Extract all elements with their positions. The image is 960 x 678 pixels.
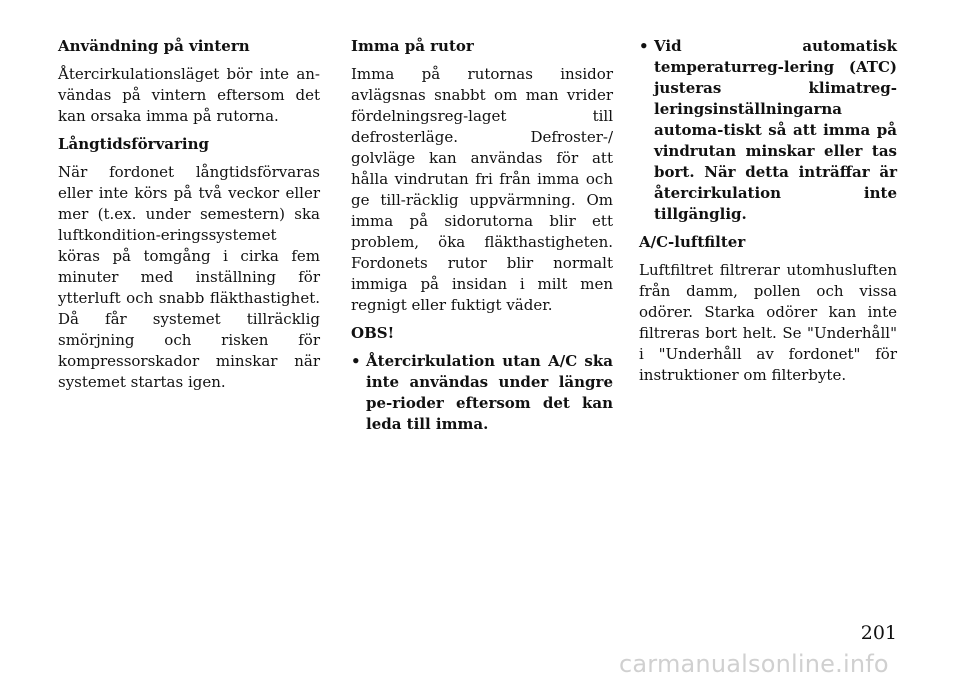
long-term-storage-text: När fordonet långtidsförvaras eller inte körs på två veckor eller mer (t.ex. under semestern) ska luftkondition-eringssystemet köras på tomgång i cirka fem minuter med inställning för ytterluft och snabb fläkthastighet. Då får systemet tillräcklig smörjning och risken för kompressorskador minskar när systemet startas igen. — [58, 163, 320, 391]
window-fog-heading: Imma på rutor — [351, 37, 474, 55]
bullet-icon: • — [351, 352, 361, 370]
ac-filter-heading: A/C-luftfilter — [639, 233, 746, 251]
long-term-storage-heading: Långtidsförvaring — [58, 135, 210, 153]
bullet-icon: • — [639, 37, 649, 55]
bullet-text: Vid automatisk temperaturreg-lering (ATC) justeras klimatreg-leringsinställningarna automa-tiskt så att imma på vindrutan minskar eller tas bort. När detta inträffar är återcirkulation inte tillgänglig. — [654, 37, 897, 223]
page-number: 201 — [860, 622, 897, 644]
recirculation-warning-bullet — [351, 351, 613, 435]
left-column — [58, 36, 320, 400]
watermark: carmanualsonline.info — [619, 650, 889, 678]
atc-info-bullet — [639, 36, 897, 225]
window-fog-text: Imma på rutornas insidor avlägsnas snabbt om man vrider fördelningsreg-laget till defrosterläge. Defroster-/ golvläge kan användas för att hålla vindrutan fri från imma och ge till-räcklig uppvärmning. Om imma på sidorutorna blir ett problem, öka fläkthastigheten. Fordonets rutor blir normalt immiga på insidan i milt men regnigt eller fuktigt väder. — [351, 65, 613, 314]
right-column — [639, 36, 897, 393]
note-label: OBS! — [351, 324, 395, 342]
middle-column — [351, 36, 613, 442]
winter-use-text: Återcirkulationsläget bör inte an-vändas på vintern eftersom det kan orsaka imma på rutorna. — [58, 65, 320, 125]
bullet-text: Återcirkulation utan A/C ska inte användas under längre pe-rioder eftersom det kan leda till imma. — [366, 352, 613, 433]
ac-filter-text: Luftfiltret filtrerar utomhusluften från damm, pollen och vissa odörer. Starka odörer kan inte filtreras bort helt. Se "Underhåll" i "Underhåll av fordonet" för instruktioner om filterbyte. — [639, 261, 897, 384]
winter-use-heading: Användning på vintern — [58, 37, 250, 55]
